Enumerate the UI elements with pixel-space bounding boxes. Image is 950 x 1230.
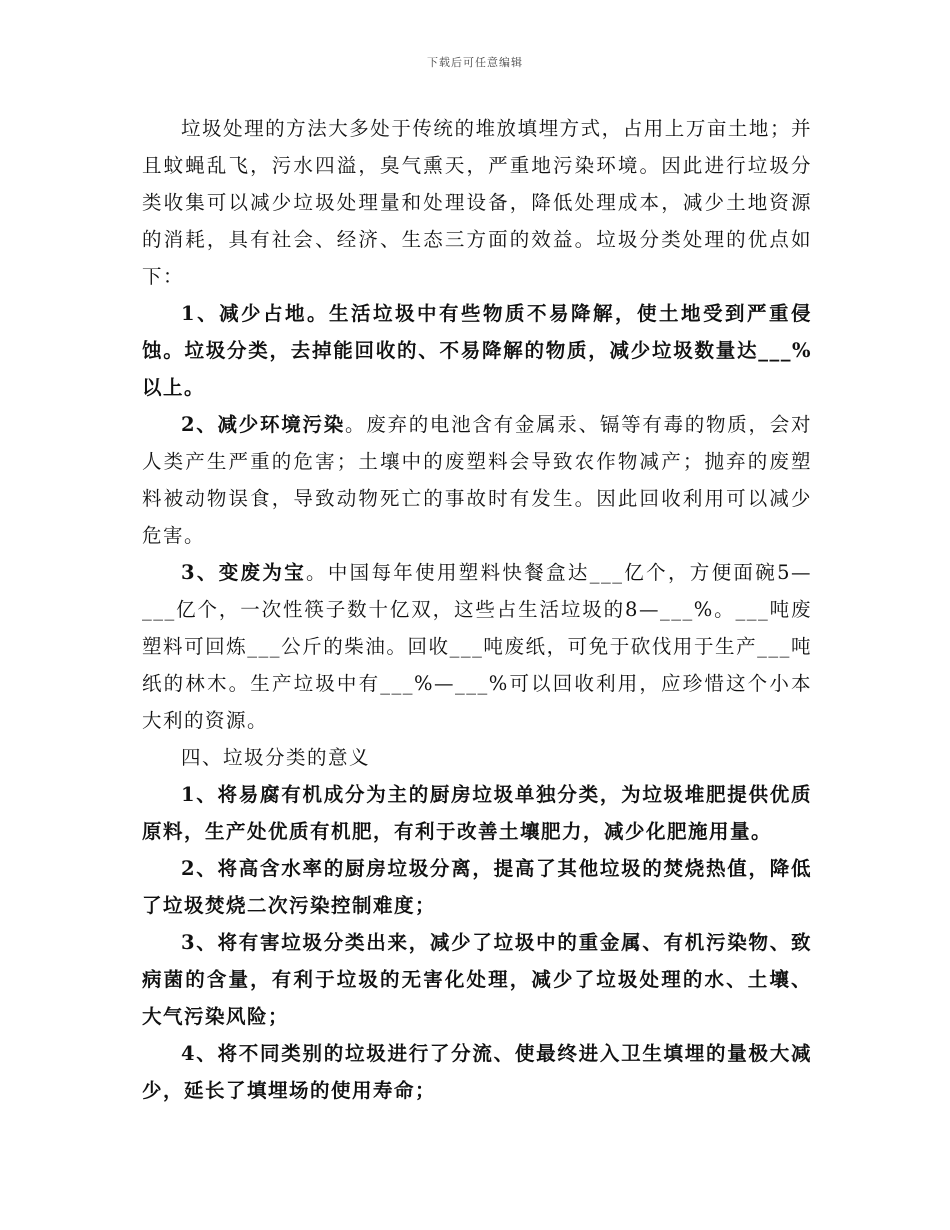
benefit-1-paragraph: 1、减少占地。生活垃圾中有些物质不易降解，使土地受到严重侵蚀。垃圾分类，去掉能回收的、不易降解的物质，减少垃圾数量达___%以上。 [142,302,812,399]
benefit-3-title: 3、变废为宝 [181,561,307,584]
significance-2-paragraph: 2、将高含水率的厨房垃圾分离，提高了其他垃圾的焚烧热值，降低了垃圾焚烧二次污染控制难度； [142,857,812,917]
benefit-2-text: 。废弃的电池含有金属汞、镉等有毒的物质，会对人类产生严重的危害；土壤中的废塑料会导致农作物减产；抛弃的废塑料被动物误食，导致动物死亡的事故时有发生。因此回收利用可以减少危害。 [142,413,812,547]
page-header: 下载后可任意编辑 [427,56,523,69]
significance-4-paragraph: 4、将不同类别的垃圾进行了分流、使最终进入卫生填埋的量极大减少，延长了填埋场的使用寿命； [142,1042,812,1102]
benefit-3-paragraph [142,554,812,739]
significance-1-paragraph: 1、将易腐有机成分为主的厨房垃圾单独分类，为垃圾堆肥提供优质原料，生产处优质有机肥，有利于改善土壤肥力，减少化肥施用量。 [142,783,812,843]
benefit-3-text: 。中国每年使用塑料快餐盒达___亿个，方便面碗5—___亿个，一次性筷子数十亿双，这些占生活垃圾的8—___%。___吨废塑料可回炼___公斤的柴油。回收___吨废纸，可免于砍伐用于生产___吨纸的林木。生产垃圾中有___%—___%可以回收利用，应珍惜这个小本大利的资源。 [142,561,812,732]
benefit-2-title: 2、减少环境污染 [181,413,345,436]
section-heading: 四、垃圾分类的意义 [181,746,371,769]
significance-3-paragraph: 3、将有害垃圾分类出来，减少了垃圾中的重金属、有机污染物、致病菌的含量，有利于垃圾的无害化处理，减少了垃圾处理的水、土壤、大气污染风险； [142,931,812,1028]
benefit-2-paragraph [142,406,812,554]
document-body [142,110,812,1109]
intro-paragraph: 垃圾处理的方法大多处于传统的堆放填埋方式，占用上万亩土地；并且蚊蝇乱飞，污水四溢，臭气熏天，严重地污染环境。因此进行垃圾分类收集可以减少垃圾处理量和处理设备，降低处理成本，减少土地资源的消耗，具有社会、经济、生态三方面的效益。垃圾分类处理的优点如下： [142,117,812,288]
